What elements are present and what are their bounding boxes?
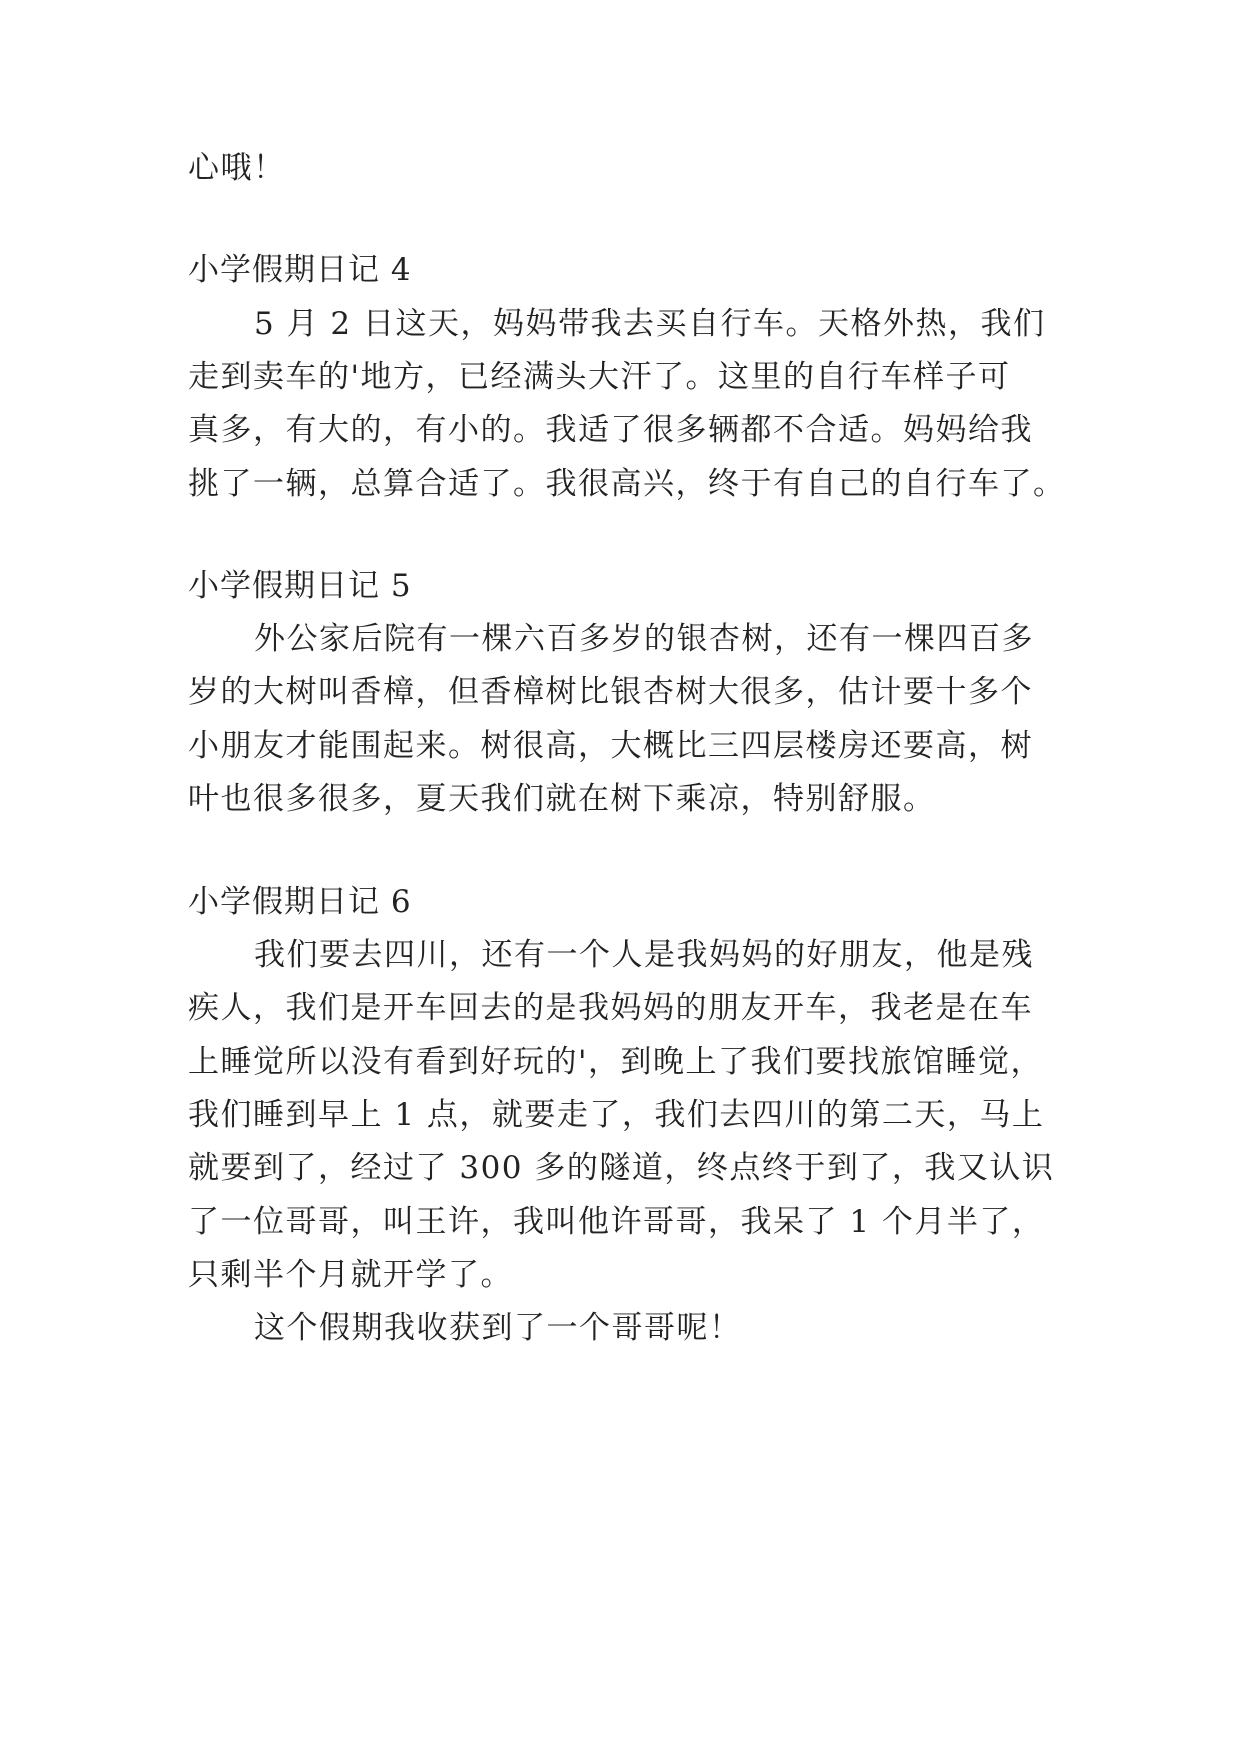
diary-6-line-6: 了一位哥哥，叫王许，我叫他许哥哥，我呆了 1 个月半了， <box>188 1204 1045 1240</box>
diary-6-line-2: 疾人，我们是开车回去的是我妈妈的朋友开车，我老是在车 <box>188 990 1033 1026</box>
diary-6-line-7: 只剩半个月就开学了。 <box>188 1257 513 1293</box>
diary-6-line-5: 就要到了，经过了 300 多的隧道，终点终于到了，我又认识 <box>188 1150 1055 1186</box>
diary-6-line-1: 我们要去四川，还有一个人是我妈妈的好朋友，他是残 <box>254 937 1034 973</box>
diary-6-line-4: 我们睡到早上 1 点，就要走了，我们去四川的第二天，马上 <box>188 1097 1045 1133</box>
diary-4-line-4: 挑了一辆，总算合适了。我很高兴，终于有自己的自行车了。 <box>188 466 1066 502</box>
diary-5-line-2: 岁的大树叫香樟，但香樟树比银杏树大很多，估计要十多个 <box>188 674 1033 710</box>
diary-6-title: 小学假期日记 6 <box>188 884 412 920</box>
diary-5-line-3: 小朋友才能围起来。树很高，大概比三四层楼房还要高，树 <box>188 728 1033 764</box>
diary-4-line-3: 真多，有大的，有小的。我适了很多辆都不合适。妈妈给我 <box>188 412 1033 448</box>
diary-5-line-1: 外公家后院有一棵六百多岁的银杏树，还有一棵四百多 <box>254 621 1034 657</box>
diary-4-line-2: 走到卖车的'地方，已经满头大汗了。这里的自行车样子可 <box>188 359 1011 395</box>
diary-4-title: 小学假期日记 4 <box>188 252 412 288</box>
diary-6-line-3: 上睡觉所以没有看到好玩的'，到晚上了我们要找旅馆睡觉， <box>188 1044 1044 1080</box>
diary-5-line-4: 叶也很多很多，夏天我们就在树下乘凉，特别舒服。 <box>188 781 936 817</box>
intro-fragment: 心哦！ <box>188 150 286 186</box>
diary-6-closing: 这个假期我收获到了一个哥哥呢！ <box>254 1310 742 1346</box>
diary-5-title: 小学假期日记 5 <box>188 568 412 604</box>
diary-4-line-1: 5 月 2 日这天，妈妈带我去买自行车。天格外热，我们 <box>254 306 1046 342</box>
